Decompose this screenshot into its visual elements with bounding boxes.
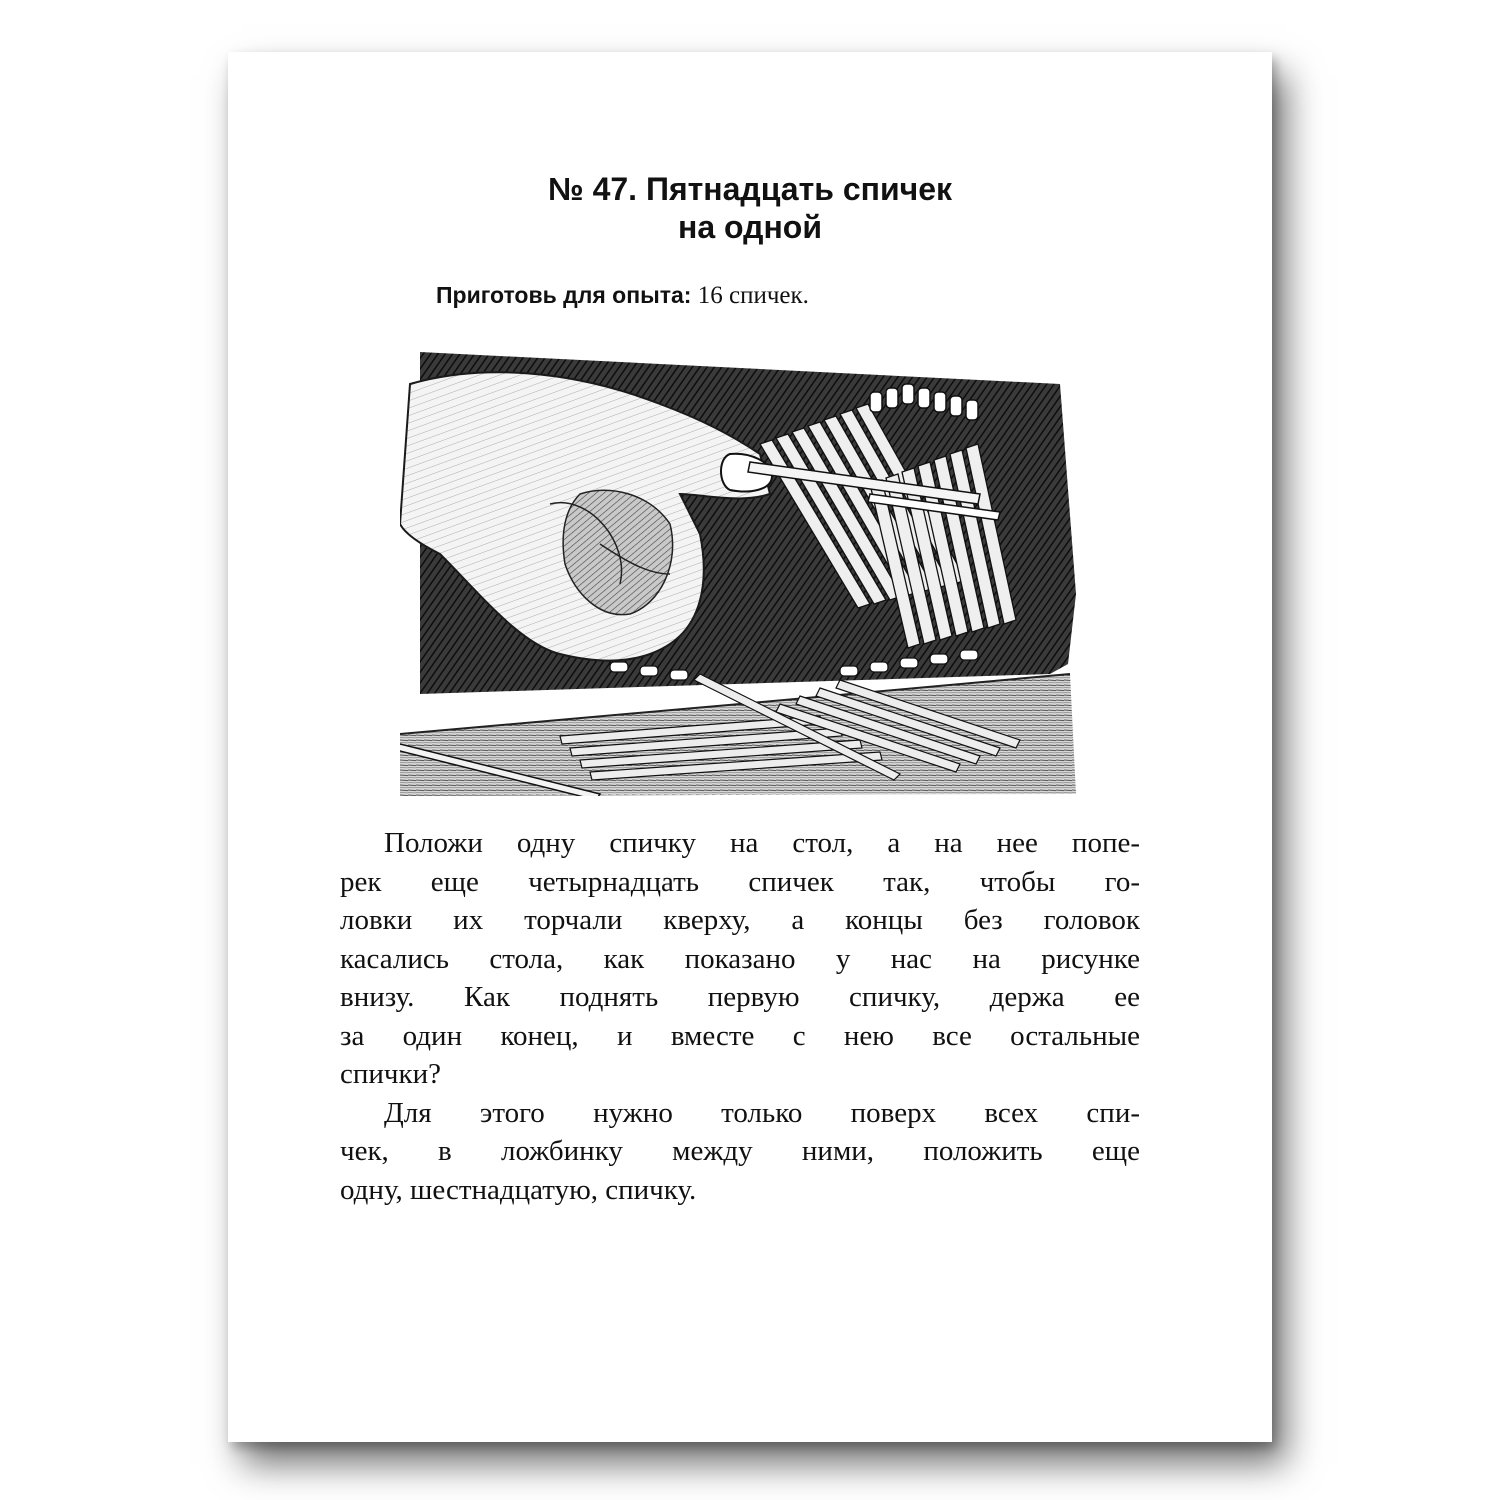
materials-line [436, 282, 809, 310]
title-line-1: № 47. Пятнадцать спичек [548, 171, 952, 207]
text-line: спички? [340, 1058, 441, 1090]
text-line: Положи одну спичку на стол, а на нее попе- [384, 827, 1140, 859]
page-title [228, 170, 1272, 246]
text-line: за один конец, и вместе с нею все остальные [340, 1019, 1140, 1052]
materials-label: Приготовь для опыта: [436, 282, 692, 308]
materials-value: 16 спичек. [691, 282, 809, 309]
text-line: касались стола, как показано у нас на рисунке [340, 942, 1140, 975]
book-page [228, 52, 1272, 1442]
text-line: одну, шестнадцатую, спичку. [340, 1173, 697, 1206]
hand-lifting-matches-engraving-icon [400, 344, 1080, 796]
text-line: ловки их торчали кверху, а концы без головок [340, 904, 1140, 936]
text-line: внизу. Как поднять первую спичку, держа ее [340, 981, 1140, 1013]
text-line: рек еще четырнадцать спичек так, чтобы го- [340, 865, 1140, 898]
puzzle-text [340, 824, 1140, 1209]
text-line: Для этого нужно только поверх всех спи- [384, 1096, 1140, 1129]
text-line: чек, в ложбинку между ними, положить еще [340, 1135, 1140, 1167]
title-line-2: на одной [678, 209, 822, 245]
